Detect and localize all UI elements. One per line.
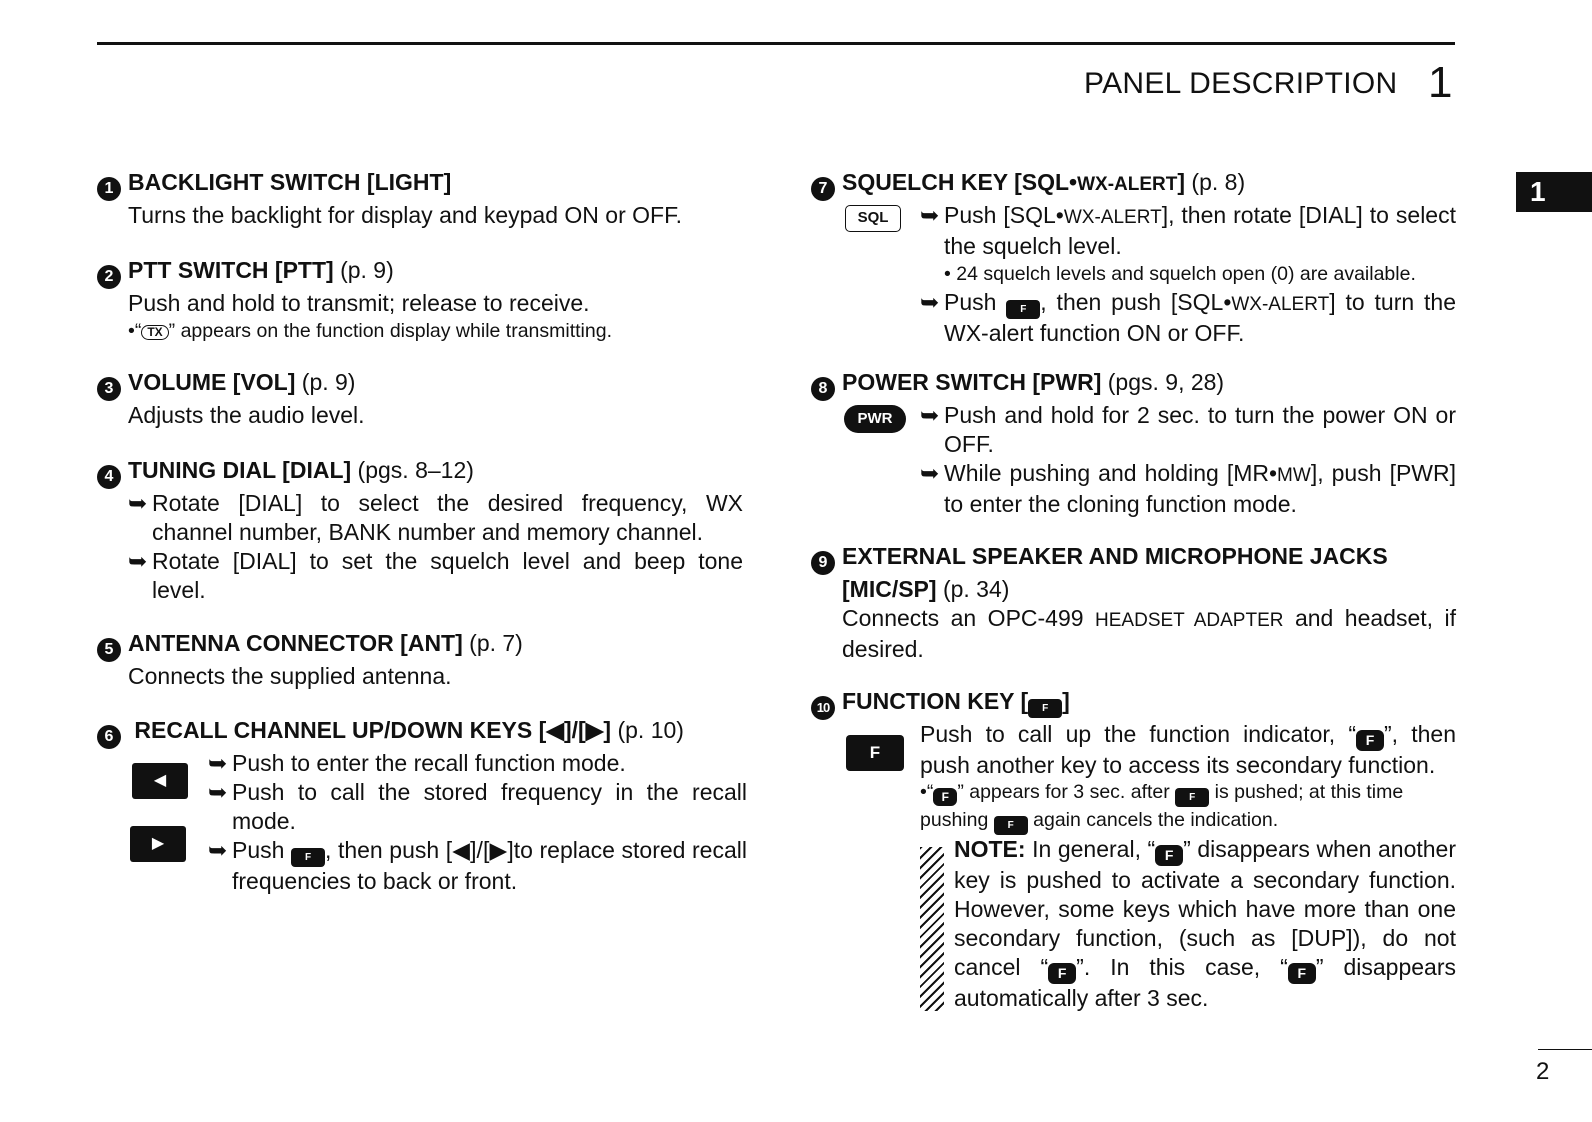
- section-body: Connects an OPC-499 HEADSET ADAPTER and headset, if desired.: [842, 605, 1456, 662]
- note-box: NOTE: In general, “ F ” disappears when another key is pushed to activate a secondary function. However, some keys which have more than one secondary function, (such as [DUP]), do not cancel “ F ”. In this case, “ F ” disappears automatically after 3 sec.: [954, 836, 1456, 1011]
- f-indicator-icon: F: [1048, 963, 1076, 984]
- f-key-icon: F: [291, 848, 325, 867]
- section-function-key: [811, 687, 1456, 1013]
- f-key-icon: F: [1006, 300, 1040, 319]
- f-key-icon: F: [1175, 788, 1209, 807]
- page-ref: (p. 34): [936, 576, 1010, 602]
- section-body: Push and hold to transmit; release to receive.: [128, 290, 590, 316]
- section-recall-keys: [97, 716, 747, 896]
- section-title: FUNCTION KEY [ F ]: [842, 688, 1070, 714]
- section-title-continued: [MIC/SP]: [842, 576, 937, 602]
- f-indicator-icon: F: [1288, 963, 1316, 984]
- bullet-item: ➥ Rotate [DIAL] to select the desired frequency, WX channel number, BANK number and memory channel.: [128, 489, 743, 547]
- section-external-jacks: [811, 542, 1456, 664]
- section-title: POWER SWITCH [PWR]: [842, 369, 1102, 395]
- section-note: •“ TX ” appears on the function display while transmitting.: [128, 320, 612, 342]
- left-arrow-key-icon: ◀: [132, 763, 188, 799]
- section-title: SQUELCH KEY [SQL•WX-ALERT]: [842, 169, 1186, 195]
- number-8-icon: 8: [811, 377, 835, 401]
- tx-icon: TX: [141, 325, 168, 340]
- section-title: BACKLIGHT SWITCH [LIGHT]: [128, 169, 452, 195]
- number-3-icon: 3: [97, 377, 121, 401]
- page-ref: (p. 7): [462, 630, 523, 656]
- section-title: ANTENNA CONNECTOR [ANT]: [128, 630, 463, 656]
- bullet-item: ➥ Push [SQL•WX-ALERT], then rotate [DIAL] to select the squelch level.: [920, 201, 1456, 261]
- section-title: PTT SWITCH [PTT]: [128, 257, 334, 283]
- header-rule: [97, 42, 1455, 45]
- section-backlight-switch: [97, 168, 737, 230]
- bullet-item: ➥ Push F , then push [◀]/[▶]to replace stored recall frequencies to back or front.: [208, 836, 747, 896]
- section-body: Push to call up the function indicator, “ F ”, then push another key to access its secondary function.: [920, 721, 1456, 778]
- chapter-number: 1: [1428, 58, 1453, 107]
- page-ref: (pgs. 8–12): [351, 457, 474, 483]
- page-ref: (p. 10): [611, 717, 684, 743]
- f-key-icon: F: [994, 816, 1028, 835]
- number-7-icon: 7: [811, 177, 835, 201]
- section-note: •“ F ” appears for 3 sec. after F is pushed; at this time pushing F again cancels the indication.: [920, 779, 1456, 835]
- note-label: NOTE:: [954, 836, 1026, 862]
- number-2-icon: 2: [97, 265, 121, 289]
- pwr-key-icon: PWR: [844, 405, 906, 433]
- bullet-item: ➥ Push F , then push [SQL•WX-ALERT] to turn the WX-alert function ON or OFF.: [920, 288, 1456, 348]
- section-ptt-switch: [97, 256, 737, 345]
- bullet-item: ➥ Push and hold for 2 sec. to turn the power ON or OFF.: [920, 401, 1456, 459]
- number-5-icon: 5: [97, 638, 121, 662]
- sql-key-icon: SQL: [845, 205, 901, 232]
- page-ref: (p. 9): [295, 369, 356, 395]
- section-power-switch: [811, 368, 1456, 519]
- section-body: Adjusts the audio level.: [128, 402, 365, 428]
- number-10-icon: 10: [811, 696, 835, 720]
- section-squelch-key: [811, 168, 1456, 348]
- page-ref: (p. 9): [333, 257, 394, 283]
- page-title: PANEL DESCRIPTION: [1084, 67, 1398, 100]
- section-body: Connects the supplied antenna.: [128, 663, 452, 689]
- page-number: 2: [1536, 1058, 1550, 1085]
- page-ref: (p. 8): [1185, 169, 1246, 195]
- number-1-icon: 1: [97, 177, 121, 201]
- f-indicator-icon: F: [933, 788, 957, 806]
- f-indicator-icon: F: [1356, 730, 1384, 751]
- right-arrow-key-icon: ▶: [130, 826, 186, 862]
- section-volume: [97, 368, 737, 430]
- number-4-icon: 4: [97, 465, 121, 489]
- f-indicator-icon: F: [1155, 845, 1183, 866]
- section-body: Turns the backlight for display and keypad ON or OFF.: [128, 202, 682, 228]
- page-ref: (pgs. 9, 28): [1101, 369, 1225, 395]
- footer-rule: [1538, 1049, 1592, 1050]
- f-key-button-icon: F: [846, 735, 904, 771]
- note-hatch-marker: [920, 847, 944, 1011]
- number-6-icon: 6: [97, 725, 121, 749]
- bullet-item: ➥ Push to enter the recall function mode.: [208, 749, 747, 778]
- bullet-item: ➥ While pushing and holding [MR•MW], push [PWR] to enter the cloning function mode.: [920, 459, 1456, 519]
- f-key-icon: F: [1028, 699, 1062, 718]
- section-title: RECALL CHANNEL UP/DOWN KEYS [◀]/[▶]: [134, 717, 612, 743]
- section-antenna-connector: [97, 629, 737, 691]
- section-title: TUNING DIAL [DIAL]: [128, 457, 352, 483]
- section-title: EXTERNAL SPEAKER AND MICROPHONE JACKS: [842, 543, 1388, 569]
- section-tuning-dial: [97, 456, 743, 605]
- chapter-tab: 1: [1516, 172, 1592, 212]
- section-note: • 24 squelch levels and squelch open (0) are available.: [944, 263, 1416, 285]
- bullet-item: ➥ Rotate [DIAL] to set the squelch level and beep tone level.: [128, 547, 743, 605]
- number-9-icon: 9: [811, 551, 835, 575]
- section-title: VOLUME [VOL]: [128, 369, 296, 395]
- bullet-item: ➥ Push to call the stored frequency in the recall mode.: [208, 778, 747, 836]
